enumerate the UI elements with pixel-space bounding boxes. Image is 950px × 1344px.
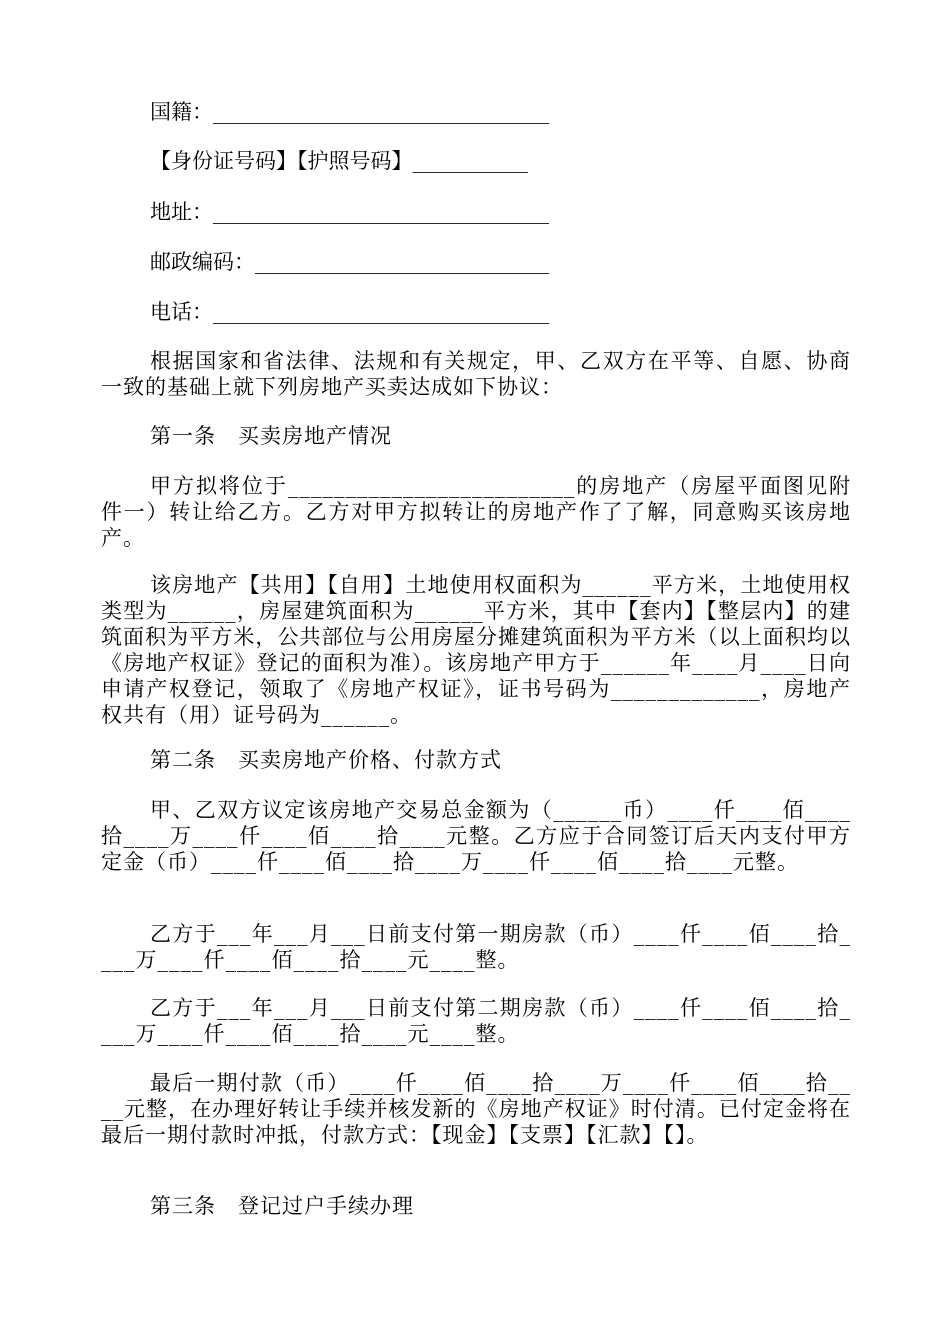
postcode-field: 邮政编码：____________________________	[150, 250, 549, 274]
article-3-title: 第三条 登记过户手续办理	[150, 1194, 414, 1218]
article-1-paragraph-2: 该房地产【共用】【自用】土地使用权面积为______平方米，土地使用权类型为______，房屋建筑面积为______平方米，其中【套内】【整层内】的建筑面积为平方米，公共部位与公用房屋分摊建筑面积为平方米（以上面积均以《房地产权证》登记的面积为准）。该房地产甲方于______年____月____日向申请产权登记，领取了《房地产权证》，证书号码为_____________，房地产权共有（用）证号码为______。	[101, 573, 851, 727]
article-2-paragraph-3: 乙方于___年___月___日前支付第二期房款（币）____仟____佰____拾____万____仟____佰____拾____元____整。	[101, 996, 851, 1046]
intro-paragraph: 根据国家和省法律、法规和有关规定，甲、乙双方在平等、自愿、协商一致的基础上就下列房地产买卖达成如下协议：	[101, 349, 851, 399]
article-1-paragraph-1: 甲方拟将位于_________________________的房地产（房屋平面图见附件一）转让给乙方。乙方对甲方拟转让的房地产作了了解，同意购买该房地产。	[101, 474, 851, 550]
article-2-title: 第二条 买卖房地产价格、付款方式	[150, 748, 502, 772]
address-field: 地址：________________________________	[150, 200, 549, 224]
id-passport-field: 【身份证号码】【护照号码】___________	[150, 149, 528, 173]
article-2-paragraph-2: 乙方于___年___月___日前支付第一期房款（币）____仟____佰____拾____万____仟____佰____拾____元____整。	[101, 922, 851, 972]
phone-field: 电话：________________________________	[150, 300, 549, 324]
article-2-paragraph-1: 甲、乙双方议定该房地产交易总金额为（______币）____仟____佰____拾____万____仟____佰____拾____元整。乙方应于合同签订后天内支付甲方定金（币）____仟____佰____拾____万____仟____佰____拾____元整。	[101, 798, 851, 874]
nationality-field: 国籍：________________________________	[150, 100, 549, 124]
article-1-title: 第一条 买卖房地产情况	[150, 424, 392, 448]
article-2-paragraph-4: 最后一期付款（币）____仟____佰____拾____万____仟____佰____拾____元整，在办理好转让手续并核发新的《房地产权证》时付清。已付定金将在最后一期付款时冲抵，付款方式：【现金】【支票】【汇款】【】。	[101, 1071, 851, 1147]
